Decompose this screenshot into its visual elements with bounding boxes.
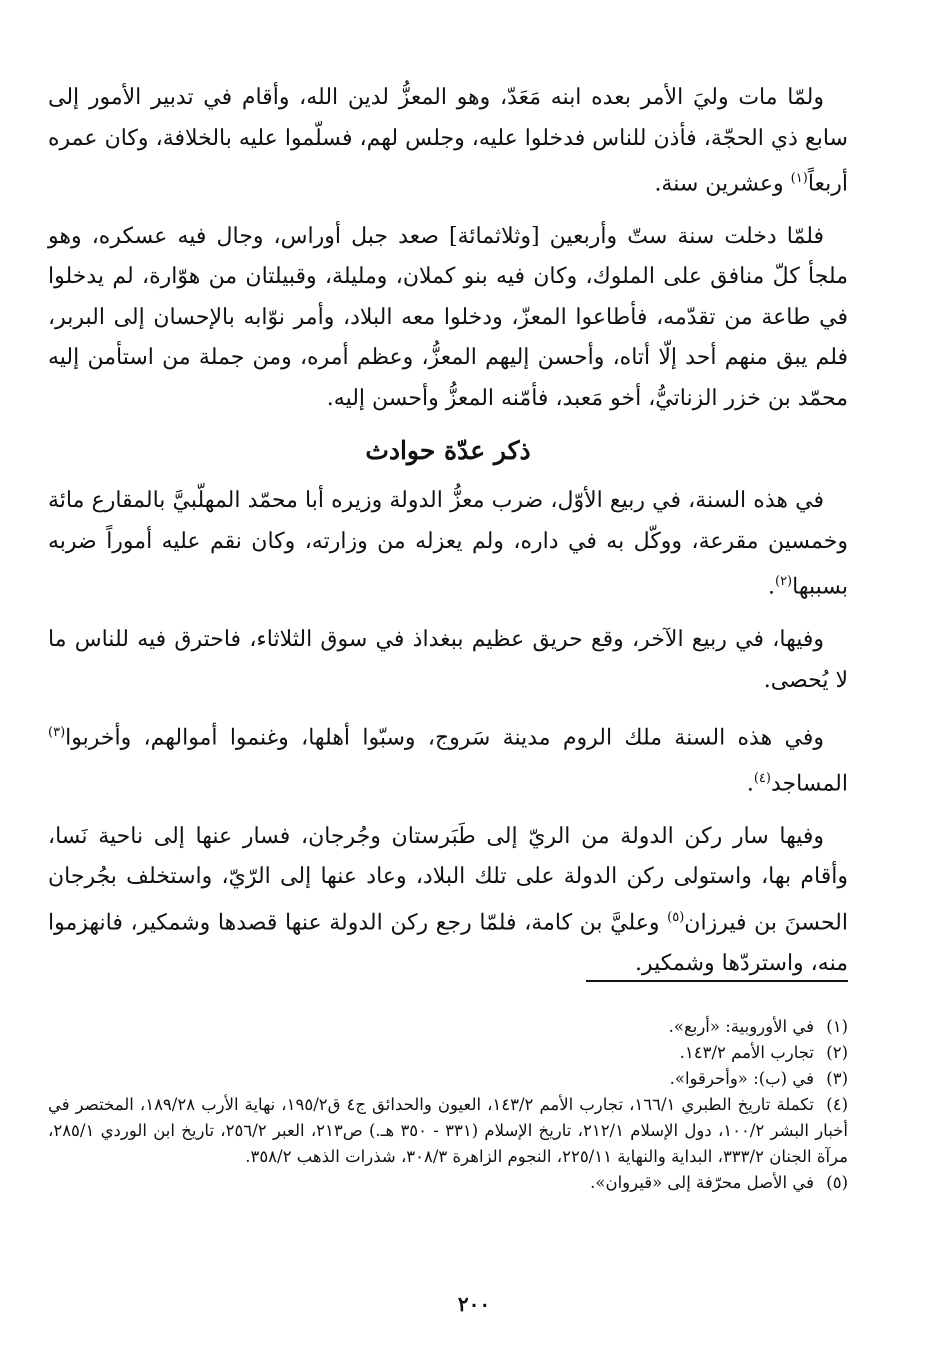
- footnote-text: تجارب الأمم ١٤٣/٢.: [679, 1043, 814, 1062]
- main-text: [48, 78, 848, 996]
- paragraph-3-text: في هذه السنة، في ربيع الأوّل، ضرب معزُّ الدولة وزيره أبا محمّد المهلّبيَّ بالمقارع مائة وخمسين مقرعة، ووكّل به في داره، ولم يعزله من وزارته، وكان نقم عليه أموراً ضربه بسببها: [48, 488, 848, 600]
- paragraph-5-text-b: المساجد: [770, 771, 848, 797]
- paragraph-1: [48, 78, 848, 205]
- footnote-text: تكملة تاريخ الطبري ١٦٦/١، تجارب الأمم ١٤٣/٢، العيون والحدائق ج٤ ق١٩٥/٢، نهاية الأرب ١٨٩/٢٨، المختصر في أخبار البشر ١٠٠/٢، دول الإسلام ٢١٢/١، تاريخ الإسلام (٣٣١ - ٣٥٠ هـ.) ص٢١٣، العبر ٢٥٦/٢، تاريخ ابن الوردي ٢٨٥/١، مرآة الجنان ٣٣٣/٢، البداية والنهاية ٢٢٥/١١، النجوم الزاهرة ٣٠٨/٣، شذرات الذهب ٣٥٨/٢.: [48, 1095, 848, 1166]
- paragraph-1-text: ولمّا مات وليَ الأمر بعده ابنه مَعَدّ، وهو المعزُّ لدين الله، وأقام في تدبير الأمور إلى سابع ذي الحجّة، فأذن للناس فدخلوا عليه، وجلس لهم، فسلّموا عليه بالخلافة، وكان عمره أربعاً: [48, 85, 848, 197]
- footnote-ref-2: (٢): [774, 574, 793, 590]
- footnote-5: [48, 1170, 848, 1196]
- footnote-ref-3: (٣): [48, 725, 66, 741]
- page-number: ٢٠٠: [457, 1292, 491, 1316]
- footnote-number: (١): [826, 1017, 848, 1036]
- paragraph-5: [48, 713, 848, 805]
- paragraph-1-tail: وعشرين سنة.: [654, 171, 791, 197]
- paragraph-3-tail: .: [767, 574, 775, 600]
- paragraph-4: وفيها، في ربيع الآخر، وقع حريق عظيم ببغداذ في سوق الثلاثاء، فاحترق فيه للناس ما لا يُحصى.: [48, 627, 848, 693]
- footnote-text: في (ب): «وأحرقوا».: [669, 1069, 814, 1088]
- footnotes: [48, 1014, 848, 1196]
- footnote-ref-4: (٤): [753, 770, 771, 786]
- paragraph-5-text-c: .: [746, 771, 754, 797]
- paragraph-3: [48, 481, 848, 608]
- footnote-1: [48, 1014, 848, 1040]
- section-heading: ذكر عدّة حوادث: [365, 436, 531, 466]
- footnote-number: (٥): [826, 1173, 848, 1192]
- footnote-number: (٤): [826, 1095, 848, 1114]
- paragraph-5-text-a: وفي هذه السنة ملك الروم مدينة سَروج، وسبّوا أهلها، وغنموا أموالهم، وأخربوا: [65, 725, 824, 751]
- footnote-ref-1: (١): [790, 171, 808, 186]
- paragraph-2: فلمّا دخلت سنة ستّ وأربعين [وثلاثمائة] صعد جبل أوراس، وجال فيه عسكره، وهو ملجأ كلّ منافق على الملوك، وكان فيه بنو كملان، ومليلة، وقبيلتان من هوّارة، لم يدخلوا في طاعة من تقدّمه، فأطاعوا المعزّ، ودخلوا معه البلاد، وأمر نوّابه بالإحسان إلى البربر، فلم يبق منهم أحد إلّا أتاه، وأحسن إليهم المعزُّ، وعظم أمره، ومن جملة من استأمن إليه محمّد بن خزر الزناتيُّ، أخو مَعبد، فأمّنه المعزُّ وأحسن إليه.: [48, 223, 848, 411]
- footnote-ref-5: (٥): [667, 909, 685, 925]
- footnote-3: [48, 1066, 848, 1092]
- footnote-2: [48, 1040, 848, 1066]
- footnote-number: (٢): [826, 1043, 848, 1062]
- footnote-text: في الأوروبية: «أربع».: [668, 1017, 814, 1036]
- footnote-separator: [586, 980, 848, 982]
- paragraph-6-text-b: وعليَّ بن كامة، فلمّا رجع ركن الدولة عنها قصدها وشمكير، فانهزموا منه، واستردّها وشمكير.: [48, 910, 848, 976]
- footnote-4: [48, 1092, 848, 1170]
- paragraph-6-text-a: وفيها سار ركن الدولة من الريّ إلى طَبَرستان وجُرجان، فسار عنها إلى ناحية نَسا، وأقام بها، واستولى ركن الدولة على تلك البلاد، وعاد عنها إلى الرّيّ، واستخلف بجُرجان الحسنَ بن فيرزان: [48, 823, 848, 936]
- footnote-number: (٣): [826, 1069, 848, 1088]
- footnote-text: في الأصل محرّفة إلى «قيروان».: [590, 1173, 814, 1192]
- paragraph-6: [48, 817, 848, 984]
